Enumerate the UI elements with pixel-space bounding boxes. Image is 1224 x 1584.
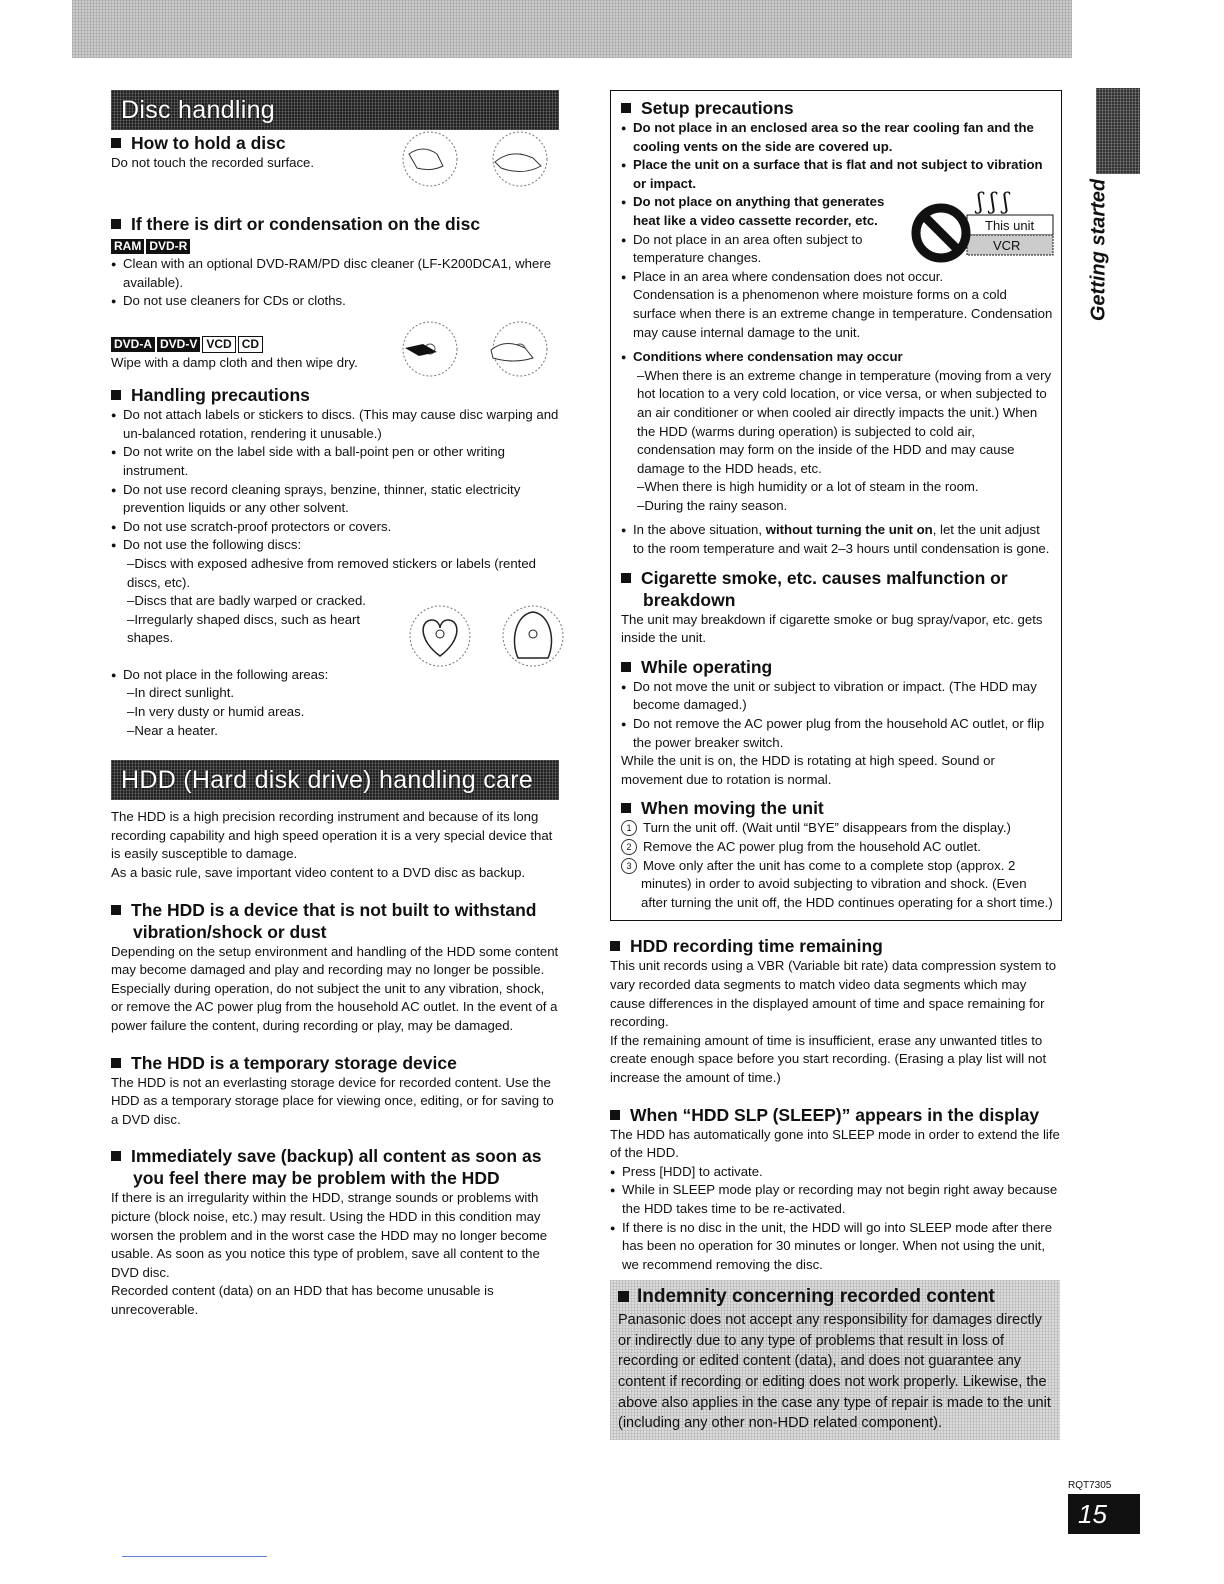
area-dash-item: –In very dusty or humid areas.	[127, 704, 305, 720]
square-bullet-icon	[111, 390, 121, 400]
condition-dash-item: –When there is high humidity or a lot of steam in the room.	[637, 479, 979, 495]
setup-temp-bullet: ● Do not place in an area often subject to temperature changes.	[621, 231, 903, 268]
setup-bold-bullet: ● Do not place in an enclosed area so the rear cooling fan and the cooling vents on the side are covered up.	[621, 119, 1053, 156]
side-tab-marker	[1096, 88, 1140, 174]
right-column	[610, 90, 1060, 1440]
this-unit-label: This unit	[985, 218, 1035, 234]
condition-dash-item: –During the rainy season.	[637, 497, 788, 513]
square-bullet-icon	[111, 1058, 121, 1068]
step-number-1-icon: 1	[621, 820, 637, 836]
vcr-label: VCR	[993, 238, 1021, 254]
moving-step: 2 Remove the AC power plug from the household AC outlet.	[621, 838, 1053, 857]
dirt-bullet: ● Clean with an optional DVD-RAM/PD disc cleaner (LF-K200DCA1, where available).	[111, 255, 559, 292]
condition-dash-item: –When there is an extreme change in temperature (moving from a very hot location to a very cold location, or vice versa, or when subjected to an air conditioner or when cooled air directly impacts the unit.) When the HDD (warms during operation) is subjected to cold air, condensation may form on the inside of the HDD and may cause damage to the HDD heads, etc.	[637, 367, 1052, 476]
handling-bullet: ● Do not use scratch-proof protectors or covers.	[111, 518, 559, 537]
setup-heading: Setup precautions	[621, 97, 1053, 119]
area-dash-item: –In direct sunlight.	[127, 685, 235, 701]
square-bullet-icon	[618, 1291, 629, 1302]
square-bullet-icon	[111, 219, 121, 229]
area-dash-item: –Near a heater.	[127, 722, 218, 738]
remaining-heading: HDD recording time remaining	[610, 935, 1060, 957]
step-number-3-icon: 3	[621, 858, 637, 874]
sleep-text: The HDD has automatically gone into SLEEP mode in order to extend the life of the HDD.	[610, 1126, 1060, 1161]
operating-bullet: ● Do not remove the AC power plug from the household AC outlet, or flip the power breaker switch.	[621, 715, 1053, 752]
shock-text: Depending on the setup environment and handling of the HDD some content may become damaged and play and recording may no longer be possible. Especially during operation, do not subject the unit to any vibration, shock, or remove the AC power plug from the household AC outlet. In the event of a power failure the content, during recording or play, may be damaged.	[111, 943, 559, 1033]
hdd-care-banner: HDD (Hard disk drive) handling care	[111, 760, 559, 800]
square-bullet-icon	[610, 941, 620, 951]
backup-heading: Immediately save (backup) all content as soon as you feel there may be problem with the HDD	[111, 1145, 559, 1189]
handling-bullet: ● Do not use the following discs:	[111, 536, 559, 555]
sleep-heading: When “HDD SLP (SLEEP)” appears in the display	[610, 1104, 1060, 1126]
areas-bullet: ● Do not place in the following areas:	[111, 666, 559, 685]
smoke-heading: Cigarette smoke, etc. causes malfunction or breakdown	[621, 567, 1053, 611]
hdd-intro-2: As a basic rule, save important video content to a DVD disc as backup.	[111, 865, 526, 881]
temp-storage-heading: The HDD is a temporary storage device	[111, 1052, 559, 1074]
handling-bullet: ● Do not use record cleaning sprays, benzine, thinner, static electricity prevention liquids or any other solvent.	[111, 481, 559, 518]
operating-heading: While operating	[621, 656, 1053, 678]
handling-heading: Handling precautions	[111, 384, 559, 406]
indemnity-text: Panasonic does not accept any responsibility for damages directly or indirectly due to any type of problems that result in loss of recording or edited content (data), and does not guarantee any content if recording or editing does not work properly. Likewise, the above also applies in the case any type of repair is made to the unit (including any other non-HDD related component).	[618, 1312, 1051, 1432]
dirt-disc-tags	[111, 237, 559, 256]
disc-dash-item: –Irregularly shaped discs, such as heart shapes.	[127, 611, 361, 646]
wipe-text: Wipe with a damp cloth and then wipe dry.	[111, 354, 358, 370]
indemnity-heading: Indemnity concerning recorded content	[618, 1286, 1052, 1308]
condensation-conditions-heading: ● Conditions where condensation may occur	[621, 348, 1053, 367]
hold-disc-heading: How to hold a disc	[111, 132, 559, 154]
step-number-2-icon: 2	[621, 839, 637, 855]
remaining-text-2: If the remaining amount of time is insufficient, erase any unwanted titles to create enough space before you start recording. (Erasing a play list will not increase the amount of time.)	[610, 1032, 1047, 1085]
sleep-bullet: ● If there is no disc in the unit, the HDD will go into SLEEP mode after there has been no operation for 30 minutes or longer. When not using the unit, we recommend removing the disc.	[610, 1219, 1060, 1275]
square-bullet-icon	[621, 662, 631, 672]
hold-disc-text: Do not touch the recorded surface.	[111, 155, 315, 170]
disc-tag: VCD	[202, 336, 235, 353]
disc-dash-item: –Discs that are badly warped or cracked.	[127, 593, 366, 609]
remaining-text: This unit records using a VBR (Variable bit rate) data compression system to vary recorded data segments to match video data segments which may cause differences in the displayed amount of time and space remaining for recording.	[610, 958, 1057, 1030]
disc-handling-banner: Disc handling	[111, 90, 559, 130]
moving-heading: When moving the unit	[621, 797, 1053, 819]
smoke-text: The unit may breakdown if cigarette smoke or bug spray/vapor, etc. gets inside the unit.	[621, 611, 1043, 646]
irregular-discs-illustration	[408, 600, 568, 672]
shock-heading: The HDD is a device that is not built to withstand vibration/shock or dust	[111, 899, 559, 943]
handling-bullet: ● Do not write on the label side with a ball-point pen or other writing instrument.	[111, 443, 559, 480]
setup-precautions-box	[610, 90, 1062, 921]
left-column	[111, 90, 559, 1320]
disc-dash-item: –Discs with exposed adhesive from removed stickers or labels (rented discs, etc).	[127, 555, 536, 590]
situation-bullet: ● In the above situation, without turning the unit on, let the unit adjust to the room temperature and wait 2–3 hours until condensation is gone.	[621, 521, 1053, 558]
moving-step: 3 Move only after the unit has come to a complete stop (approx. 2 minutes) in order to avoid subjecting to vibration and shock. (Even after turning the unit off, the HDD continues operating for a short time.)	[621, 857, 1053, 913]
square-bullet-icon	[111, 1151, 121, 1161]
disc-tag: DVD-V	[157, 337, 200, 352]
square-bullet-icon	[621, 803, 631, 813]
wipe-disc-illustration	[395, 318, 565, 380]
bottom-rule	[122, 1556, 267, 1557]
square-bullet-icon	[621, 103, 631, 113]
setup-bold-bullet: ● Place the unit on a surface that is flat and not subject to vibration or impact.	[621, 156, 1053, 193]
square-bullet-icon	[111, 138, 121, 148]
hdd-intro: The HDD is a high precision recording instrument and because of its long recording capability and high speed operation it is a very special device that is easily susceptible to damage.	[111, 809, 553, 862]
sleep-bullet: ● While in SLEEP mode play or recording may not begin right away because the HDD takes time to be re-activated.	[610, 1181, 1060, 1218]
heat-warning-block	[621, 190, 1053, 267]
dirt-heading: If there is dirt or condensation on the disc	[111, 213, 559, 235]
disc-tag: RAM	[111, 239, 144, 254]
operating-bullet: ● Do not move the unit or subject to vibration or impact. (The HDD may become damaged.)	[621, 678, 1053, 715]
dirt-bullet: ● Do not use cleaners for CDs or cloths.	[111, 292, 559, 311]
temp-storage-text: The HDD is not an everlasting storage device for recorded content. Use the HDD as a temporary storage place for viewing once, editing, or for saving to a DVD disc.	[111, 1074, 554, 1127]
backup-text: If there is an irregularity within the HDD, strange sounds or problems with picture (block noise, etc.) may result. Using the HDD in this condition may worsen the problem and in the worst case the HDD may no longer become usable. As soon as you notice this type of problem, save all content to the DVD disc.	[111, 1190, 548, 1280]
handling-bullet: ● Do not attach labels or stickers to discs. (This may cause disc warping and un-balanced rotation, rendering it unusable.)	[111, 406, 559, 443]
sleep-bullet: ● Press [HDD] to activate.	[610, 1163, 1060, 1182]
svg-text:ʃ ʃ ʃ: ʃ ʃ ʃ	[977, 190, 1009, 216]
setup-condensation-bullet: ● Place in an area where condensation does not occur.	[621, 268, 1053, 287]
indemnity-box	[610, 1280, 1060, 1440]
square-bullet-icon	[111, 905, 121, 915]
disc-tag: DVD-R	[146, 239, 190, 254]
square-bullet-icon	[610, 1110, 620, 1120]
condensation-text: Condensation is a phenomenon where moisture forms on a cold surface when there is an extreme change in temperature. Condensation may cause internal damage to the unit.	[633, 287, 1053, 340]
disc-tag: DVD-A	[111, 337, 155, 352]
disc-tag: CD	[238, 336, 263, 353]
hold-disc-illustration	[395, 128, 565, 190]
square-bullet-icon	[621, 573, 631, 583]
moving-step: 1 Turn the unit off. (Wait until “BYE” disappears from the display.)	[621, 819, 1053, 838]
operating-text: While the unit is on, the HDD is rotating at high speed. Sound or movement due to rotation is normal.	[621, 753, 995, 787]
top-header-bar	[72, 0, 1072, 58]
backup-text-2: Recorded content (data) on an HDD that has become unusable is unrecoverable.	[111, 1283, 494, 1317]
setup-bold-bullet: ● Do not place on anything that generates heat like a video cassette recorder, etc.	[621, 193, 903, 230]
page-code: RQT7305	[1068, 1480, 1112, 1491]
page-number: 15	[1068, 1494, 1140, 1534]
side-tab-label: Getting started	[1087, 178, 1110, 322]
